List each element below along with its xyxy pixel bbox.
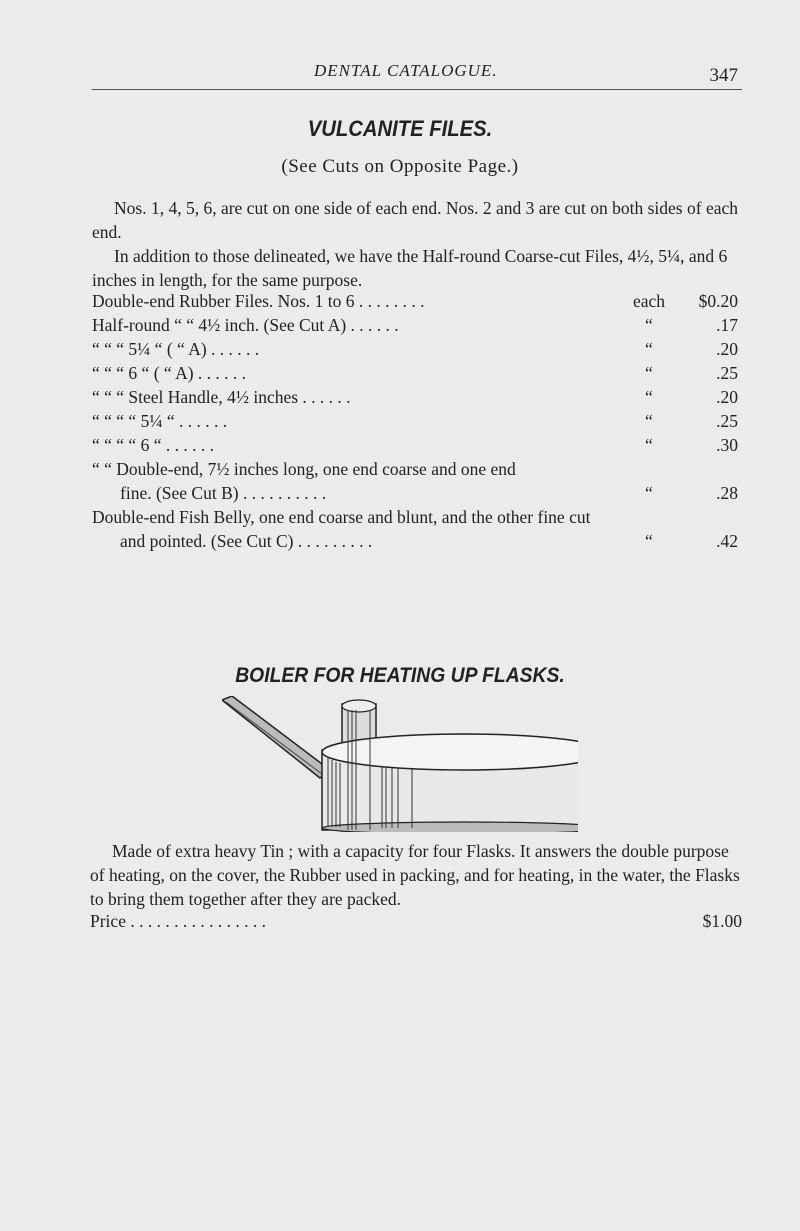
- vulcanite-subtitle: (See Cuts on Opposite Page.): [281, 156, 519, 177]
- boiler-price: $1.00: [702, 911, 742, 931]
- price-row-value: .20: [716, 339, 738, 359]
- price-row-value: .30: [716, 435, 738, 455]
- price-row-unit: “: [645, 435, 653, 455]
- price-row-label: “ “ “ Steel Handle, 4½ inches . . . . . .: [92, 387, 351, 407]
- vulcanite-intro-2: In addition to those delineated, we have the Half-round Coarse-cut Files, 4½, 5¼, and 6 inches in length, for the same purpose.: [92, 246, 728, 290]
- price-row-value: .20: [716, 387, 738, 407]
- boiler-illustration: [222, 696, 578, 832]
- price-row-value: $0.20: [698, 291, 738, 311]
- price-row-unit: “: [645, 483, 653, 503]
- boiler-price-label: Price . . . . . . . . . . . . . . . .: [90, 911, 266, 931]
- running-title: DENTAL CATALOGUE.: [314, 61, 498, 80]
- price-row-label: Double-end Rubber Files. Nos. 1 to 6 . . . . . . . .: [92, 291, 425, 311]
- double-end-line-1: “ “ Double-end, 7½ inches long, one end coarse and one end: [92, 459, 516, 479]
- price-row-value: .25: [716, 363, 738, 383]
- header-rule: [92, 89, 742, 90]
- price-row-value: .17: [716, 315, 738, 335]
- boiler-engraving: [222, 696, 578, 832]
- boiler-title: BOILER FOR HEATING UP FLASKS.: [235, 664, 565, 687]
- price-row-unit: each: [633, 291, 666, 311]
- price-row-label: “ “ “ “ 5¼ “ . . . . . .: [92, 411, 228, 431]
- price-row-label: “ “ “ “ 6 “ . . . . . .: [92, 435, 214, 455]
- page-number: 347: [709, 65, 738, 86]
- price-row-value: .25: [716, 411, 738, 431]
- price-row-value: .42: [716, 531, 738, 551]
- fish-belly-line-2: and pointed. (See Cut C) . . . . . . . . .: [120, 531, 373, 551]
- price-row-unit: “: [645, 531, 653, 551]
- price-row-unit: “: [645, 411, 653, 431]
- price-row-unit: “: [645, 315, 653, 335]
- price-row-unit: “: [645, 363, 653, 383]
- boiler-description: Made of extra heavy Tin ; with a capacity for four Flasks. It answers the double purpose of heating, on the cover, the Rubber used in packing, and for heating, in the water, the Flasks to bring them together after they are packed.: [90, 841, 740, 909]
- price-row-unit: “: [645, 339, 653, 359]
- vulcanite-intro-1: Nos. 1, 4, 5, 6, are cut on one side of each end. Nos. 2 and 3 are cut on both sides of each end.: [92, 198, 738, 242]
- price-row-label: “ “ “ 5¼ “ ( “ A) . . . . . .: [92, 339, 260, 359]
- price-row-value: .28: [716, 483, 738, 503]
- vulcanite-files-title: VULCANITE FILES.: [307, 116, 493, 141]
- running-head: [90, 55, 740, 85]
- price-row-unit: “: [645, 387, 653, 407]
- fish-belly-line-1: Double-end Fish Belly, one end coarse and blunt, and the other fine cut: [92, 507, 591, 527]
- price-row-label: “ “ “ 6 “ ( “ A) . . . . . .: [92, 363, 247, 383]
- double-end-line-2: fine. (See Cut B) . . . . . . . . . .: [120, 483, 327, 503]
- price-row-label: Half-round “ “ 4½ inch. (See Cut A) . . . . . .: [92, 315, 399, 335]
